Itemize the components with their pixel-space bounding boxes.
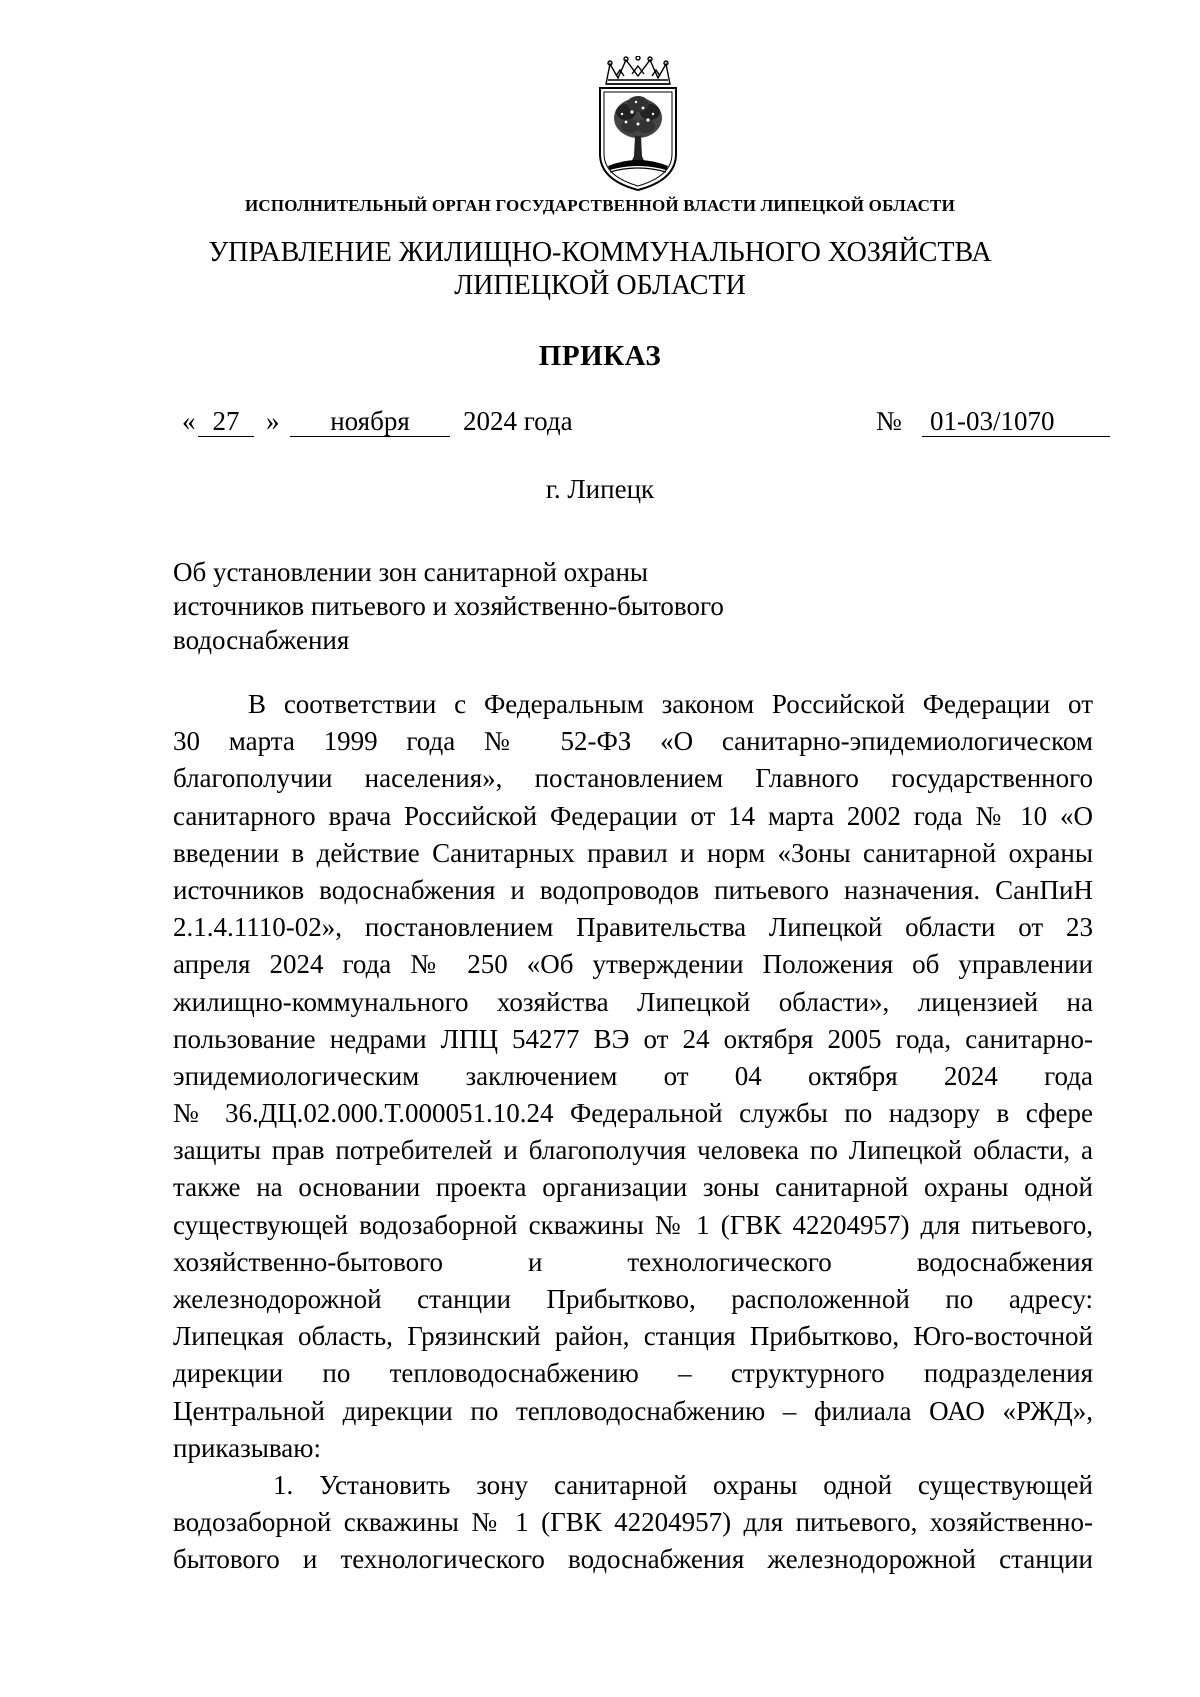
date-month: ноября [290,406,450,437]
body-line: Липецкая область, Грязинский район, станция Прибытково, Юго-восточной [173,1321,1093,1352]
subject-line: Об установлении зон санитарной охраны [173,557,649,587]
body-line: источников водоснабжения и водопроводов питьевого назначения. СанПиН [173,874,1093,905]
body-line: № 36.ДЦ.02.000.Т.000051.10.24 Федеральной службы по надзору в сфере [173,1098,1093,1129]
date-number-line [182,406,1112,446]
body-line: 1. Установить зону санитарной охраны одной существующей [273,1469,1093,1500]
body-line: В соответствии с Федеральным законом Российской Федерации от [248,689,1093,719]
body-line: апреля 2024 года № 250 «Об утверждении Положения об управлении [173,949,1093,980]
body-line: 30 марта 1999 года № 52-ФЗ «О санитарно-эпидемиологическом [173,726,1093,757]
department-name-line-1: УПРАВЛЕНИЕ ЖИЛИЩНО-КОММУНАЛЬНОГО ХОЗЯЙСТВА [208,237,992,268]
order-body [173,686,1093,1579]
number-sign: № [876,406,902,436]
body-line: железнодорожной станции Прибытково, расположенной по адресу: [173,1284,1093,1314]
department-name [0,236,1200,302]
date-day: 27 [198,406,254,437]
city: г. Липецк [545,474,655,504]
subject-line: источников питьевого и хозяйственно-бытового [173,591,724,621]
department-name-line-2: ЛИПЕЦКОЙ ОБЛАСТИ [454,270,746,301]
document-type: ПРИКАЗ [538,340,662,372]
date-year: 2024 года [463,406,573,436]
body-line: приказываю: [173,1432,321,1463]
body-line: существующей водозаборной скважины № 1 (ГВК 42204957) для питьевого, [173,1209,1093,1240]
body-line: также на основании проекта организации зоны санитарной охраны одной [173,1172,1093,1203]
body-line: бытового и технологического водоснабжения железнодорожной станции [173,1544,1093,1575]
body-line: водозаборной скважины № 1 (ГВК 42204957) для питьевого, хозяйственно- [173,1507,1093,1538]
body-line: пользование недрами ЛПЦ 54277 ВЭ от 24 октября 2005 года, санитарно- [173,1023,1093,1054]
body-line: дирекции по тепловодоснабжению – структурного подразделения [173,1358,1093,1389]
coat-of-arms-emblem [596,56,680,192]
date-open-quote: « [182,406,196,436]
subject-line: водоснабжения [173,625,350,655]
body-line: благополучии населения», постановлением Главного государственного [173,763,1093,794]
body-line: санитарного врача Российской Федерации от 14 марта 2002 года № 10 «О [173,800,1093,831]
org-name: ИСПОЛНИТЕЛЬНЫЙ ОРГАН ГОСУДАРСТВЕННОЙ ВЛАСТИ ЛИПЕЦКОЙ ОБЛАСТИ [244,196,956,215]
body-line: защиты прав потребителей и благополучия человека по Липецкой области, а [173,1135,1093,1166]
body-line: хозяйственно-бытового и технологического водоснабжения [173,1246,1093,1277]
body-line: Центральной дирекции по тепловодоснабжению – филиала ОАО «РЖД», [173,1395,1093,1426]
body-line: введении в действие Санитарных правил и норм «Зоны санитарной охраны [173,837,1093,868]
document-number: 01-03/1070 [922,406,1110,437]
date-close-quote: » [266,406,280,436]
body-line: 2.1.4.1110-02», постановлением Правительства Липецкой области от 23 [173,912,1093,943]
body-line: эпидемиологическим заключением от 04 октября 2024 года [173,1060,1093,1091]
subject-title [173,555,724,657]
body-line: жилищно-коммунального хозяйства Липецкой области», лицензией на [173,986,1093,1017]
